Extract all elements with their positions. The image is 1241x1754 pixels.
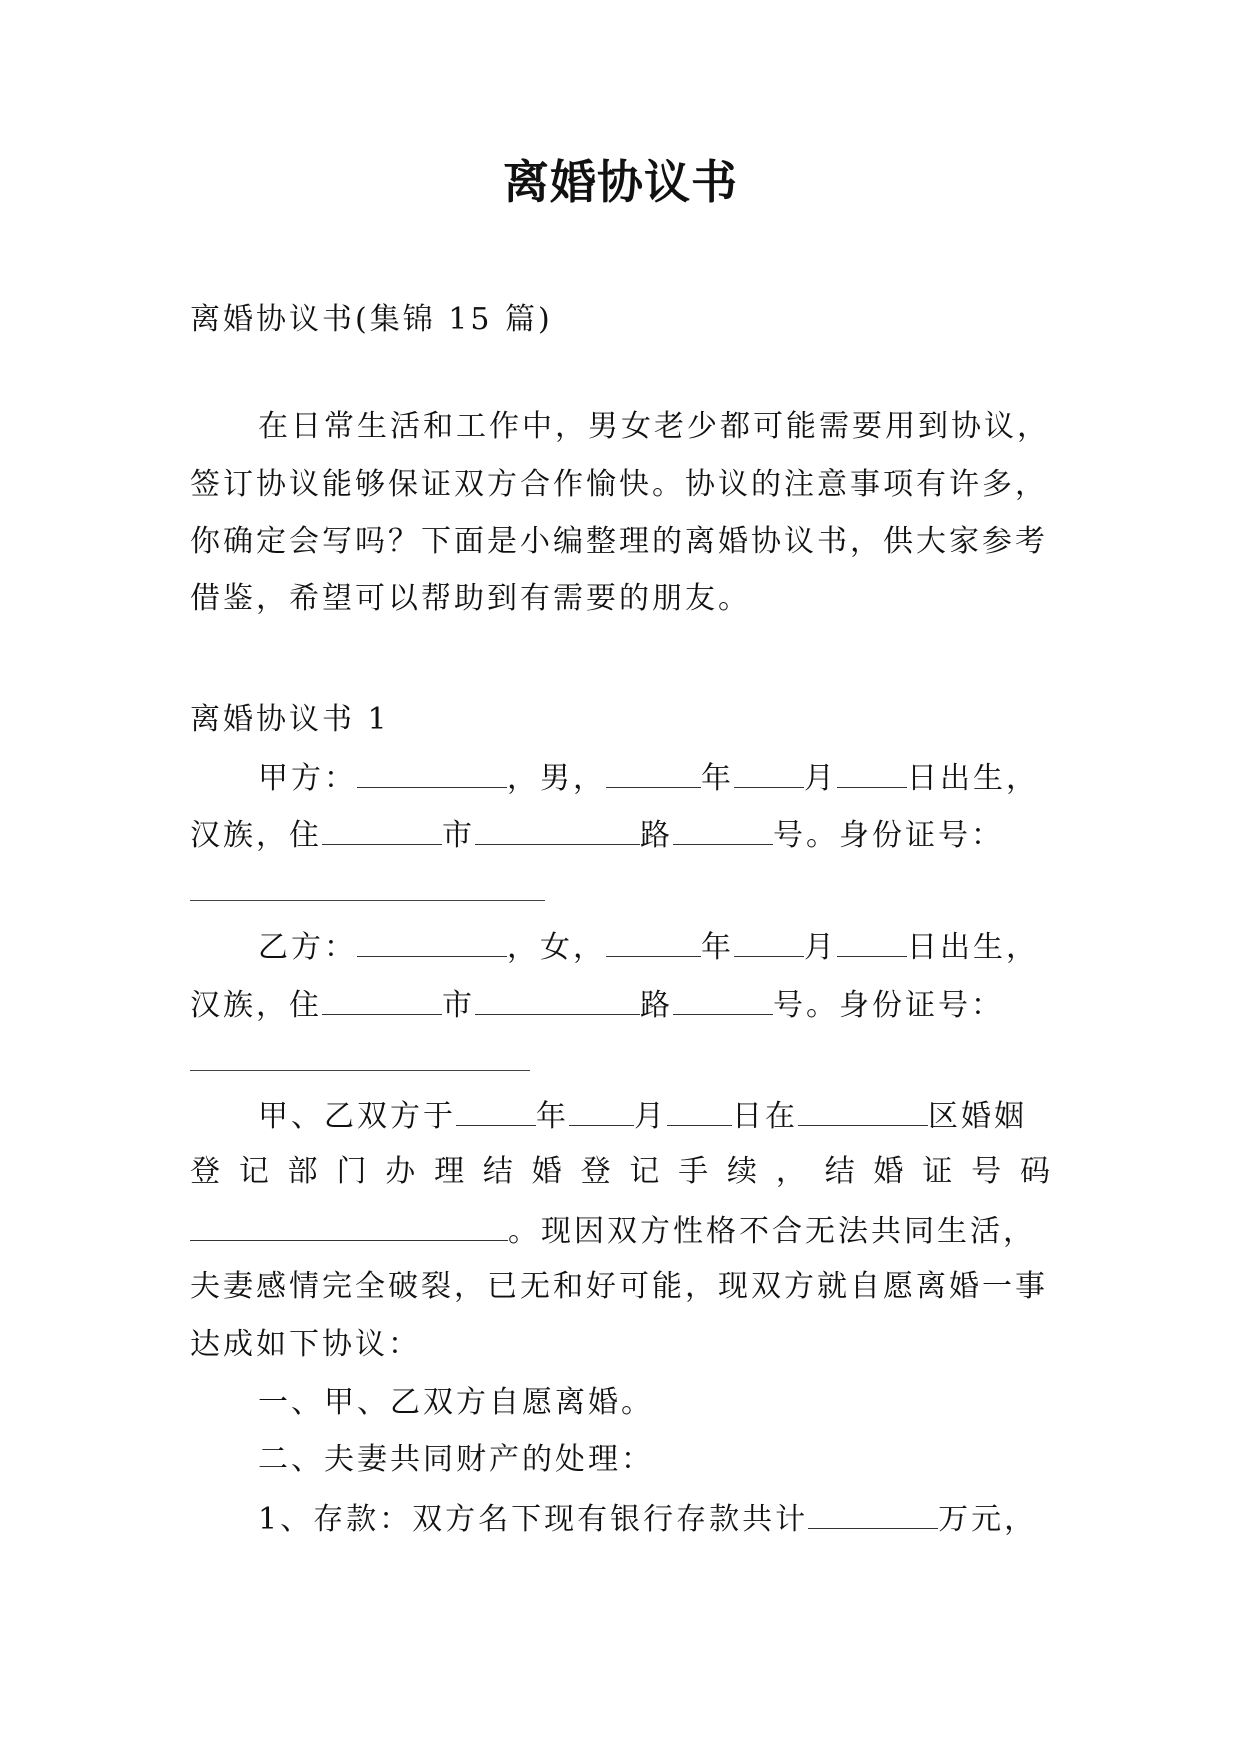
month-label: 月 (804, 930, 837, 965)
birth-label: 日出生， (907, 930, 1039, 965)
number-blank[interactable] (673, 984, 773, 1015)
city-label: 市 (442, 818, 475, 853)
road-label: 路 (640, 988, 673, 1023)
road-blank[interactable] (475, 984, 640, 1015)
party-a-line-1 (258, 757, 1070, 799)
city-label: 市 (442, 988, 475, 1023)
year-blank[interactable] (456, 1095, 536, 1126)
month-label: 月 (634, 1099, 667, 1134)
city-blank[interactable] (322, 984, 442, 1015)
marriage-line-4: 夫妻感情完全破裂，已无和好可能，现双方就自愿离婚一事 (190, 1269, 1048, 1304)
section-heading: 离婚协议书 1 (190, 702, 390, 737)
gender-text: ，女， (507, 930, 606, 965)
day-blank[interactable] (667, 1095, 732, 1126)
month-blank[interactable] (569, 1095, 634, 1126)
marriage-line-5: 达成如下协议： (190, 1327, 421, 1362)
year-label: 年 (701, 761, 734, 796)
marriage-line-2: 登 记 部 门 办 理 结 婚 登 记 手 续 ， 结 婚 证 号 码 (190, 1154, 1050, 1189)
page-title: 离婚协议书 (503, 155, 738, 209)
intro-line-2: 签订协议能够保证双方合作愉快。协议的注意事项有许多， (190, 467, 1048, 502)
certificate-number-blank[interactable] (190, 1210, 508, 1241)
intro-line-1: 在日常生活和工作中，男女老少都可能需要用到协议， (258, 409, 1050, 444)
party-b-line-1 (258, 926, 1070, 968)
reason-text: 。现因双方性格不合无法共同生活， (508, 1214, 1036, 1249)
city-blank[interactable] (322, 814, 442, 845)
district-blank[interactable] (798, 1095, 928, 1126)
gender-text: ，男， (507, 761, 606, 796)
marriage-line-1 (258, 1095, 1070, 1137)
year-blank[interactable] (606, 757, 701, 788)
name-blank[interactable] (357, 757, 507, 788)
deposit-amount-blank[interactable] (808, 1498, 938, 1529)
intro-line-4: 借鉴，希望可以帮助到有需要的朋友。 (190, 581, 751, 616)
marriage-line-3 (190, 1210, 1070, 1252)
document-subtitle: 离婚协议书(集锦 15 篇) (190, 302, 553, 337)
clause-2: 二、夫妻共同财产的处理： (258, 1442, 654, 1477)
address-label: 汉族，住 (190, 818, 322, 853)
id-number-blank-a[interactable] (190, 900, 545, 901)
year-label: 年 (701, 930, 734, 965)
day-blank[interactable] (837, 757, 907, 788)
road-blank[interactable] (475, 814, 640, 845)
id-number-blank-b[interactable] (190, 1070, 530, 1071)
deposit-label: 1、存款：双方名下现有银行存款共计 (258, 1502, 809, 1537)
day-blank[interactable] (837, 926, 907, 957)
month-blank[interactable] (734, 926, 804, 957)
party-a-line-2 (190, 814, 1070, 856)
month-label: 月 (804, 761, 837, 796)
birth-label: 日出生， (907, 761, 1039, 796)
place-label: 日在 (732, 1099, 798, 1134)
year-label: 年 (536, 1099, 569, 1134)
registry-label: 区婚姻 (928, 1099, 1027, 1134)
address-label: 汉族，住 (190, 988, 322, 1023)
deposit-unit: 万元， (938, 1502, 1038, 1537)
number-blank[interactable] (673, 814, 773, 845)
clause-1: 一、甲、乙双方自愿离婚。 (258, 1385, 654, 1420)
month-blank[interactable] (734, 757, 804, 788)
name-blank[interactable] (357, 926, 507, 957)
year-blank[interactable] (606, 926, 701, 957)
id-label: 号。身份证号： (773, 818, 1004, 853)
id-label: 号。身份证号： (773, 988, 1004, 1023)
road-label: 路 (640, 818, 673, 853)
label-party-b: 乙方： (258, 930, 357, 965)
intro-line-3: 你确定会写吗？下面是小编整理的离婚协议书，供大家参考 (190, 524, 1048, 559)
marriage-date-label: 甲、乙双方于 (258, 1099, 456, 1134)
party-b-line-2 (190, 984, 1070, 1026)
label-party-a: 甲方： (258, 761, 357, 796)
clause-2-1 (258, 1498, 1070, 1540)
